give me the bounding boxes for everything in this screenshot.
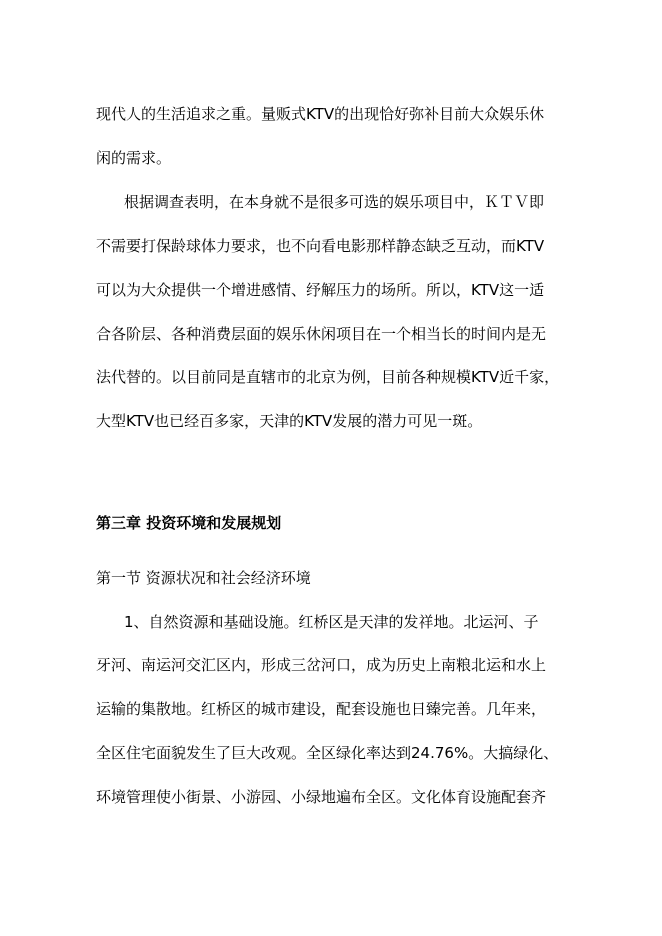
paragraph-2-line-5: 法代替的。以目前同是直辖市的北京为例，目前各种规模KTV近千家， [96,368,560,386]
paragraph-1-line-1: 现代人的生活追求之重。量贩式KTV的出现恰好弥补目前大众娱乐休 [96,105,545,123]
paragraph-3-line-1: 1、自然资源和基础设施。红桥区是天津的发祥地。北运河、子 [124,613,539,631]
section-heading: 第一节 资源状况和社会经济环境 [96,569,311,587]
paragraph-3-line-3: 运输的集散地。红桥区的城市建设，配套设施也日臻完善。几年来， [96,700,547,718]
paragraph-3-line-4: 全区住宅面貌发生了巨大改观。全区绿化率达到24.76%。大搞绿化、 [96,744,559,762]
paragraph-3-line-2: 牙河、南运河交汇区内，形成三岔河口，成为历史上南粮北运和水上 [96,656,547,674]
paragraph-3-line-5: 环境管理使小街景、小游园、小绿地遍布全区。文化体育设施配套齐 [96,788,547,806]
paragraph-2-line-1: 根据调查表明，在本身就不是很多可选的娱乐项目中，ＫＴＶ即 [124,193,545,211]
paragraph-2-line-3: 可以为大众提供一个增进感情、纾解压力的场所。所以，KTV这一适 [96,281,545,299]
paragraph-2-line-4: 合各阶层、各种消费层面的娱乐休闲项目在一个相当长的时间内是无 [96,325,547,343]
chapter-heading: 第三章 投资环境和发展规划 [96,514,282,532]
paragraph-2-line-6: 大型KTV也已经百多家，天津的KTV发展的潜力可见一斑。 [96,412,483,430]
paragraph-1-line-2: 闲的需求。 [96,149,172,167]
paragraph-2-line-2: 不需要打保龄球体力要求，也不向看电影那样静态缺乏互动，而KTV [96,237,545,255]
